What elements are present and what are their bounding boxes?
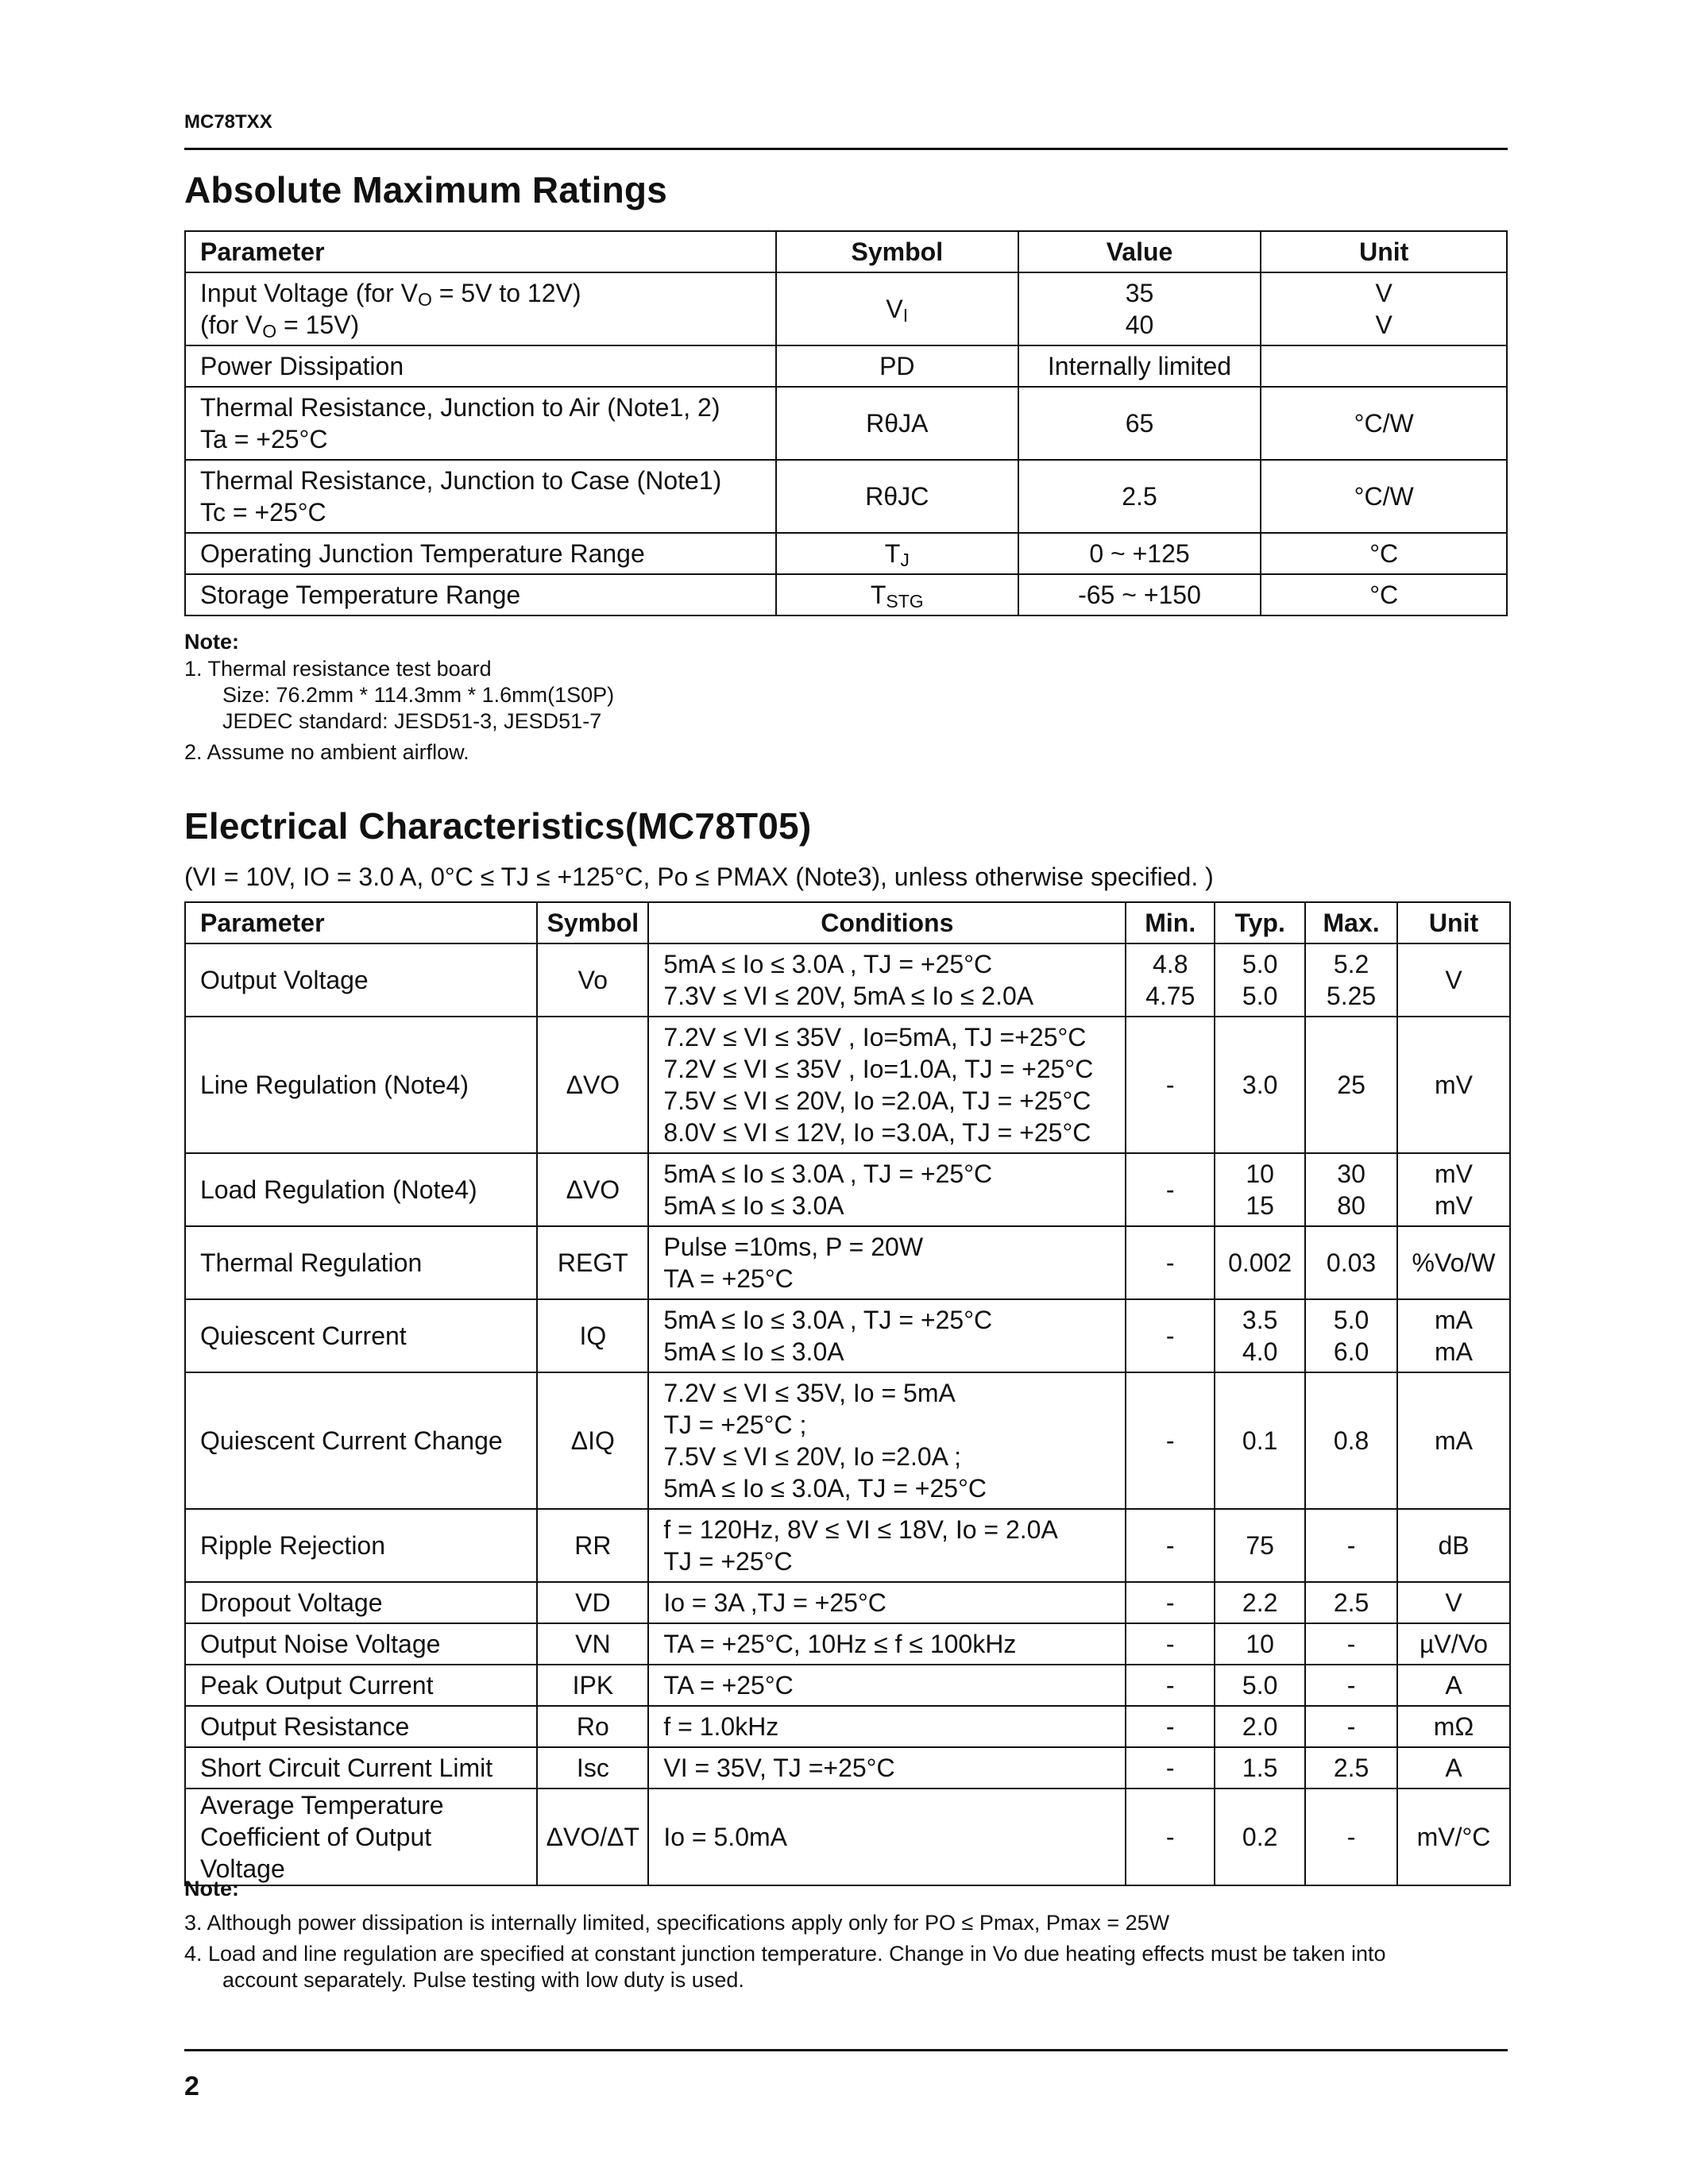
ec-cell-param: Line Regulation (Note4) xyxy=(185,1017,537,1153)
ec-cell-conditions xyxy=(648,1153,1126,1226)
cell-line: 5mA ≤ Io ≤ 3.0A, TJ = +25°C xyxy=(663,1474,987,1503)
cell-line: - xyxy=(1165,1671,1175,1700)
cell-line: 2.0 xyxy=(1242,1712,1278,1741)
amr-table xyxy=(184,230,1508,616)
ec-cell-unit xyxy=(1397,1582,1510,1623)
cell-line: TJ = +25°C ; xyxy=(663,1410,807,1439)
ec-cell-symbol: VN xyxy=(537,1623,648,1665)
cell-line: TA = +25°C xyxy=(663,1671,794,1700)
ec-cell-min xyxy=(1126,1017,1215,1153)
ec-header-row xyxy=(185,902,1510,943)
amr-cell-unit: °C xyxy=(1261,574,1507,615)
cell-line: mA xyxy=(1435,1306,1473,1334)
ec-cell-unit xyxy=(1397,1153,1510,1226)
ec-cell-unit xyxy=(1397,1226,1510,1299)
cell-line: 75 xyxy=(1246,1531,1274,1560)
amr-row-tj xyxy=(185,533,1507,574)
ec-row xyxy=(185,1623,1510,1665)
amr-row-power xyxy=(185,345,1507,387)
cell-line: Io = 3A ,TJ = +25°C xyxy=(663,1588,886,1617)
cell-line: - xyxy=(1165,1071,1175,1099)
cell-line: A xyxy=(1445,1671,1462,1700)
amr-cell-value: 65 xyxy=(1018,387,1261,460)
cell-line: 25 xyxy=(1337,1071,1365,1099)
note-2: 2. Assume no ambient airflow. xyxy=(184,740,469,764)
amr-cell-symbol xyxy=(776,533,1018,574)
cell-line: 7.3V ≤ VI ≤ 20V, 5mA ≤ Io ≤ 2.0A xyxy=(663,982,1034,1010)
ec-cell-param: Average Temperature Coefficient of Output Voltage xyxy=(185,1788,537,1885)
ec-cell-conditions xyxy=(648,1788,1126,1885)
ec-cell-unit xyxy=(1397,1509,1510,1582)
cell-line: 8.0V ≤ VI ≤ 12V, Io =3.0A, TJ = +25°C xyxy=(663,1118,1091,1147)
cell-line: V xyxy=(1445,1588,1462,1617)
cell-line: - xyxy=(1346,1671,1356,1700)
ec-conditions: (VI = 10V, IO = 3.0 A, 0°C ≤ TJ ≤ +125°C, Po ≤ PMAX (Note3), unless otherwise specified. ) xyxy=(184,862,1214,891)
ec-col-conditions: Conditions xyxy=(648,902,1126,943)
ec-cell-unit xyxy=(1397,943,1510,1017)
ec-cell-min xyxy=(1126,1665,1215,1706)
cell-line: 0.1 xyxy=(1242,1426,1278,1455)
cell-line: 5.2 xyxy=(1333,950,1369,978)
ec-row xyxy=(185,1509,1510,1582)
ec-cell-typ xyxy=(1215,1747,1305,1788)
cell-line: dB xyxy=(1438,1531,1470,1560)
ec-cell-symbol: RR xyxy=(537,1509,648,1582)
text: Input Voltage (for V xyxy=(200,279,418,307)
cell-line: - xyxy=(1165,1248,1175,1277)
amr-cell-symbol: PD xyxy=(776,345,1018,387)
amr-cell-param: Power Dissipation xyxy=(185,345,776,387)
ec-cell-param: Quiescent Current Change xyxy=(185,1372,537,1509)
cell-line: mV/°C xyxy=(1416,1823,1491,1851)
amr-cell-unit xyxy=(1261,272,1507,345)
text: (for V xyxy=(200,311,263,339)
ec-cell-conditions xyxy=(648,1017,1126,1153)
cell-line: Io = 5.0mA xyxy=(663,1823,787,1851)
ec-row xyxy=(185,1153,1510,1226)
cell-line: 7.2V ≤ VI ≤ 35V, Io = 5mA xyxy=(663,1379,956,1407)
cell-line: - xyxy=(1165,1588,1175,1617)
note2-heading: Note: xyxy=(184,1877,239,1900)
ec-row xyxy=(185,1706,1510,1747)
ec-cell-unit xyxy=(1397,1665,1510,1706)
ec-cell-min xyxy=(1126,1747,1215,1788)
amr-cell-value: -65 ~ +150 xyxy=(1018,574,1261,615)
cell-line: 7.5V ≤ VI ≤ 20V, Io =2.0A, TJ = +25°C xyxy=(663,1086,1091,1115)
ec-row xyxy=(185,943,1510,1017)
cell-line: 4.0 xyxy=(1242,1337,1278,1366)
note-1b: JEDEC standard: JESD51-3, JESD51-7 xyxy=(222,709,602,733)
cell-line: mV xyxy=(1435,1191,1473,1220)
ec-cell-max xyxy=(1305,1665,1397,1706)
cell-line: A xyxy=(1445,1754,1462,1782)
cell-line: - xyxy=(1346,1630,1356,1658)
cell-line: 7.2V ≤ VI ≤ 35V , Io=1.0A, TJ = +25°C xyxy=(663,1055,1094,1083)
ec-cell-max xyxy=(1305,1017,1397,1153)
ec-cell-param: Ripple Rejection xyxy=(185,1509,537,1582)
ec-cell-symbol: ΔVO xyxy=(537,1153,648,1226)
ec-cell-max xyxy=(1305,1706,1397,1747)
cell-line: V xyxy=(1445,966,1462,994)
ec-cell-min xyxy=(1126,943,1215,1017)
cell-line: 2.5 xyxy=(1333,1754,1369,1782)
ec-cell-symbol: Isc xyxy=(537,1747,648,1788)
ec-row xyxy=(185,1017,1510,1153)
ec-cell-typ xyxy=(1215,1299,1305,1372)
amr-row-tstg xyxy=(185,574,1507,615)
sub: I xyxy=(902,305,909,326)
text: = 15V) xyxy=(276,311,360,339)
cell-line: 5mA ≤ Io ≤ 3.0A xyxy=(663,1191,844,1220)
ec-cell-max xyxy=(1305,943,1397,1017)
ec-cell-max xyxy=(1305,1747,1397,1788)
ec-cell-typ xyxy=(1215,1226,1305,1299)
amr-cell-unit: °C/W xyxy=(1261,387,1507,460)
ec-cell-unit xyxy=(1397,1623,1510,1665)
ec-cell-conditions xyxy=(648,1582,1126,1623)
amr-cell-symbol xyxy=(776,272,1018,345)
page-number: 2 xyxy=(184,2071,199,2101)
ec-cell-typ xyxy=(1215,1623,1305,1665)
ec-cell-max xyxy=(1305,1226,1397,1299)
ec-col-min: Min. xyxy=(1126,902,1215,943)
ec-cell-typ xyxy=(1215,1665,1305,1706)
ec-cell-min xyxy=(1126,1299,1215,1372)
ec-cell-symbol: IPK xyxy=(537,1665,648,1706)
cell-line: - xyxy=(1165,1712,1175,1741)
ec-cell-max xyxy=(1305,1372,1397,1509)
cell-line: 5mA ≤ Io ≤ 3.0A , TJ = +25°C xyxy=(663,1306,993,1334)
ec-cell-conditions xyxy=(648,1623,1126,1665)
cell-line: - xyxy=(1165,1630,1175,1658)
cell-line: mV xyxy=(1435,1160,1473,1188)
ec-cell-unit xyxy=(1397,1747,1510,1788)
ec-row xyxy=(185,1788,1510,1885)
ec-cell-max xyxy=(1305,1623,1397,1665)
ec-cell-max xyxy=(1305,1509,1397,1582)
ec-row xyxy=(185,1747,1510,1788)
cell-line: - xyxy=(1165,1754,1175,1782)
ec-cell-unit xyxy=(1397,1706,1510,1747)
cell-line: f = 1.0kHz xyxy=(663,1712,779,1741)
note1-list xyxy=(184,656,614,766)
ec-cell-typ xyxy=(1215,1372,1305,1509)
cell-line: 4.8 xyxy=(1153,950,1188,978)
ec-cell-conditions xyxy=(648,1747,1126,1788)
cell-line: 7.5V ≤ VI ≤ 20V, Io =2.0A ; xyxy=(663,1442,961,1471)
amr-cell-symbol xyxy=(776,574,1018,615)
value-line: 35 xyxy=(1125,279,1154,307)
cell-line: 4.75 xyxy=(1145,982,1196,1010)
ec-cell-min xyxy=(1126,1226,1215,1299)
amr-cell-param xyxy=(185,387,776,460)
note2-list xyxy=(184,1910,1386,1993)
amr-cell-unit: °C xyxy=(1261,533,1507,574)
ec-cell-conditions xyxy=(648,1665,1126,1706)
ec-cell-typ xyxy=(1215,943,1305,1017)
ec-cell-conditions xyxy=(648,1706,1126,1747)
sub: STG xyxy=(886,591,924,612)
ec-col-symbol: Symbol xyxy=(537,902,648,943)
cell-line: mA xyxy=(1435,1337,1473,1366)
amr-header-row xyxy=(185,231,1507,272)
header-rule xyxy=(184,148,1508,150)
cell-line: mΩ xyxy=(1433,1712,1474,1741)
ec-row xyxy=(185,1226,1510,1299)
ec-col-max: Max. xyxy=(1305,902,1397,943)
ec-cell-conditions xyxy=(648,943,1126,1017)
ec-cell-unit xyxy=(1397,1299,1510,1372)
cell-line: %Vo/W xyxy=(1412,1248,1496,1277)
ec-cell-param: Short Circuit Current Limit xyxy=(185,1747,537,1788)
cell-line: 0.8 xyxy=(1333,1426,1369,1455)
ec-cell-max xyxy=(1305,1153,1397,1226)
ec-cell-param: Output Resistance xyxy=(185,1706,537,1747)
amr-cell-unit xyxy=(1261,345,1507,387)
ec-cell-conditions xyxy=(648,1299,1126,1372)
cell-line: - xyxy=(1346,1823,1356,1851)
ec-cell-param: Dropout Voltage xyxy=(185,1582,537,1623)
cell-line: 7.2V ≤ VI ≤ 35V , Io=5mA, TJ =+25°C xyxy=(663,1023,1087,1051)
cell-line: - xyxy=(1165,1322,1175,1350)
ec-cell-typ xyxy=(1215,1509,1305,1582)
ec-cell-param: Output Noise Voltage xyxy=(185,1623,537,1665)
ec-cell-param: Load Regulation (Note4) xyxy=(185,1153,537,1226)
ec-cell-min xyxy=(1126,1509,1215,1582)
ec-cell-min xyxy=(1126,1623,1215,1665)
cell-line: - xyxy=(1346,1531,1356,1560)
ec-cell-symbol: ΔIQ xyxy=(537,1372,648,1509)
ec-cell-conditions xyxy=(648,1226,1126,1299)
sub: O xyxy=(417,289,432,310)
cell-line: 30 xyxy=(1337,1160,1365,1188)
ec-cell-min xyxy=(1126,1153,1215,1226)
cell-line: - xyxy=(1165,1175,1175,1204)
cell-line: 0.2 xyxy=(1242,1823,1278,1851)
ec-cell-min xyxy=(1126,1372,1215,1509)
ec-cell-max xyxy=(1305,1582,1397,1623)
cell-line: - xyxy=(1346,1712,1356,1741)
text: V xyxy=(886,295,903,323)
ec-cell-typ xyxy=(1215,1582,1305,1623)
ec-cell-typ xyxy=(1215,1017,1305,1153)
cell-line: 0.002 xyxy=(1228,1248,1292,1277)
ec-cell-unit xyxy=(1397,1788,1510,1885)
note-4: 4. Load and line regulation are specified at constant junction temperature. Change in Vo due heating effects must be taken into xyxy=(184,1942,1386,1966)
ec-cell-typ xyxy=(1215,1706,1305,1747)
ec-cell-typ xyxy=(1215,1153,1305,1226)
unit-line: V xyxy=(1375,279,1393,307)
amr-col-symbol: Symbol xyxy=(776,231,1018,272)
cell-line: 10 xyxy=(1246,1160,1274,1188)
cell-line: 6.0 xyxy=(1333,1337,1369,1366)
cell-line: 5.0 xyxy=(1242,1671,1278,1700)
amr-cell-value: 2.5 xyxy=(1018,460,1261,533)
ec-table xyxy=(184,901,1511,1886)
note-4b: account separately. Pulse testing with low duty is used. xyxy=(222,1968,744,1992)
ec-cell-conditions xyxy=(648,1509,1126,1582)
text: Thermal Resistance, Junction to Case (Note1) xyxy=(200,466,722,495)
cell-line: Pulse =10ms, P = 20W xyxy=(663,1233,924,1261)
cell-line: µV/Vo xyxy=(1419,1630,1489,1658)
ec-cell-symbol: REGT xyxy=(537,1226,648,1299)
cell-line: mV xyxy=(1435,1071,1473,1099)
cell-line: - xyxy=(1165,1531,1175,1560)
amr-row-thja xyxy=(185,387,1507,460)
amr-col-unit: Unit xyxy=(1261,231,1507,272)
unit-line: V xyxy=(1375,311,1393,339)
note-1: 1. Thermal resistance test board xyxy=(184,657,492,681)
cell-line: VI = 35V, TJ =+25°C xyxy=(663,1754,895,1782)
ec-title: Electrical Characteristics(MC78T05) xyxy=(184,805,812,847)
cell-line: 2.2 xyxy=(1242,1588,1278,1617)
cell-line: 5.25 xyxy=(1326,982,1377,1010)
cell-line: 2.5 xyxy=(1333,1588,1369,1617)
cell-line: 5mA ≤ Io ≤ 3.0A xyxy=(663,1337,844,1366)
text: T xyxy=(884,539,901,568)
ec-cell-unit xyxy=(1397,1372,1510,1509)
ec-cell-symbol: ΔVO xyxy=(537,1017,648,1153)
ec-cell-unit xyxy=(1397,1017,1510,1153)
text: T xyxy=(870,581,886,609)
note-3: 3. Although power dissipation is internally limited, specifications apply only for PO ≤ Pmax, Pmax = 25W xyxy=(184,1911,1170,1935)
cell-line: mA xyxy=(1435,1426,1473,1455)
amr-cell-param: Operating Junction Temperature Range xyxy=(185,533,776,574)
cell-line: 5.0 xyxy=(1242,982,1278,1010)
cell-line: 15 xyxy=(1246,1191,1274,1220)
amr-row-input-voltage xyxy=(185,272,1507,345)
cell-line: 10 xyxy=(1246,1630,1274,1658)
ec-cell-min xyxy=(1126,1788,1215,1885)
amr-cell-unit: °C/W xyxy=(1261,460,1507,533)
cell-line: 3.5 xyxy=(1242,1306,1278,1334)
ec-cell-symbol: ΔVO/ΔT xyxy=(537,1788,648,1885)
cell-line: TJ = +25°C xyxy=(663,1547,793,1576)
cell-line: TA = +25°C xyxy=(663,1264,794,1293)
ec-col-parameter: Parameter xyxy=(185,902,537,943)
footer-rule xyxy=(184,2049,1508,2051)
ec-cell-param: Quiescent Current xyxy=(185,1299,537,1372)
amr-cell-param xyxy=(185,272,776,345)
ec-row xyxy=(185,1299,1510,1372)
ec-col-typ: Typ. xyxy=(1215,902,1305,943)
ec-col-unit: Unit xyxy=(1397,902,1510,943)
cell-line: 5mA ≤ Io ≤ 3.0A , TJ = +25°C xyxy=(663,950,993,978)
amr-row-thjc xyxy=(185,460,1507,533)
text: = 5V to 12V) xyxy=(431,279,581,307)
cell-line: TA = +25°C, 10Hz ≤ f ≤ 100kHz xyxy=(663,1630,1017,1658)
note1-heading: Note: xyxy=(184,630,239,654)
sub: J xyxy=(900,550,910,570)
ec-cell-symbol: Vo xyxy=(537,943,648,1017)
amr-col-parameter: Parameter xyxy=(185,231,776,272)
cell-line: 5mA ≤ Io ≤ 3.0A , TJ = +25°C xyxy=(663,1160,993,1188)
ec-cell-symbol: Ro xyxy=(537,1706,648,1747)
ec-cell-min xyxy=(1126,1706,1215,1747)
cell-line: f = 120Hz, 8V ≤ VI ≤ 18V, Io = 2.0A xyxy=(663,1515,1058,1544)
amr-col-value: Value xyxy=(1018,231,1261,272)
amr-cell-value: Internally limited xyxy=(1018,345,1261,387)
cell-line: 5.0 xyxy=(1242,950,1278,978)
ec-row xyxy=(185,1665,1510,1706)
amr-cell-symbol: RθJA xyxy=(776,387,1018,460)
ec-row xyxy=(185,1372,1510,1509)
text: Tc = +25°C xyxy=(200,498,326,527)
cell-line: 3.0 xyxy=(1242,1071,1278,1099)
ec-cell-param: Peak Output Current xyxy=(185,1665,537,1706)
ec-cell-param: Thermal Regulation xyxy=(185,1226,537,1299)
cell-line: - xyxy=(1165,1823,1175,1851)
text: Ta = +25°C xyxy=(200,425,328,453)
cell-line: 1.5 xyxy=(1242,1754,1278,1782)
ec-cell-param: Output Voltage xyxy=(185,943,537,1017)
ec-cell-symbol: VD xyxy=(537,1582,648,1623)
text: Thermal Resistance, Junction to Air (Note1, 2) xyxy=(200,393,720,422)
ec-cell-min xyxy=(1126,1582,1215,1623)
amr-cell-param xyxy=(185,460,776,533)
value-line: 40 xyxy=(1125,311,1154,339)
amr-cell-value xyxy=(1018,272,1261,345)
cell-line: 80 xyxy=(1337,1191,1365,1220)
amr-cell-value: 0 ~ +125 xyxy=(1018,533,1261,574)
note-1a: Size: 76.2mm * 114.3mm * 1.6mm(1S0P) xyxy=(222,683,615,707)
amr-title: Absolute Maximum Ratings xyxy=(184,169,667,210)
amr-cell-symbol: RθJC xyxy=(776,460,1018,533)
ec-row xyxy=(185,1582,1510,1623)
ec-cell-symbol: IQ xyxy=(537,1299,648,1372)
amr-cell-param: Storage Temperature Range xyxy=(185,574,776,615)
document-part-header: MC78TXX xyxy=(184,111,272,133)
sub: O xyxy=(262,321,277,341)
cell-line: 0.03 xyxy=(1326,1248,1377,1277)
ec-cell-conditions xyxy=(648,1372,1126,1509)
cell-line: - xyxy=(1165,1426,1175,1455)
ec-cell-typ xyxy=(1215,1788,1305,1885)
cell-line: 5.0 xyxy=(1333,1306,1369,1334)
ec-cell-max xyxy=(1305,1788,1397,1885)
ec-cell-max xyxy=(1305,1299,1397,1372)
